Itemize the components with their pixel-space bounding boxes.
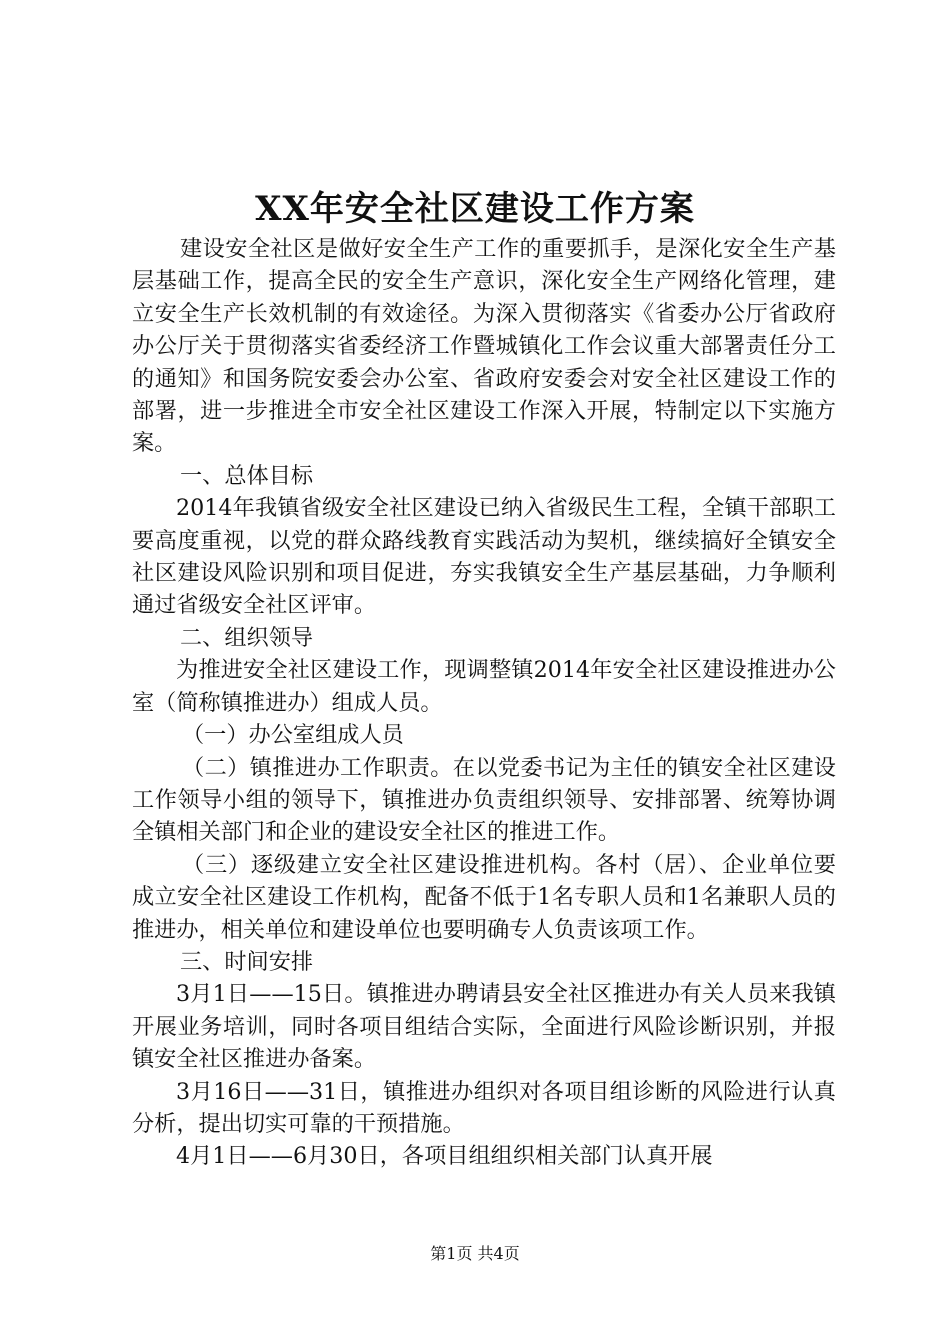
section-heading-organization: 二、组织领导 bbox=[180, 624, 314, 651]
overall-goal-paragraph: 2014年我镇省级安全社区建设已纳入省级民生工程，全镇干部职工要高度重视，以党的群众路线教育实践活动为契机，继续搞好全镇安全社区建设风险识别和项目促进，夯实我镇安全生产基层基础，力争顺利通过省级安全社区评审。 bbox=[132, 495, 836, 619]
schedule-item-march-late: 3月16日——31日，镇推进办组织对各项目组诊断的风险进行认真分析，提出切实可靠的干预措施。 bbox=[132, 1078, 836, 1137]
section-heading-schedule: 三、时间安排 bbox=[180, 948, 314, 975]
page-footer: 第1页 共4页 bbox=[430, 1244, 520, 1263]
organization-paragraph: 为推进安全社区建设工作，现调整镇2014年安全社区建设推进办公室（简称镇推进办）组成人员。 bbox=[132, 657, 836, 716]
document-body bbox=[132, 233, 836, 1173]
subsection-promotion-agencies: （三）逐级建立安全社区建设推进机构。各村（居）、企业单位要成立安全社区建设工作机构，配备不低于1名专职人员和1名兼职人员的推进办，相关单位和建设单位也要明确专人负责该项工作。 bbox=[132, 851, 836, 943]
document-title: XX年安全社区建设工作方案 bbox=[255, 189, 695, 229]
schedule-item-april-june: 4月1日——6月30日，各项目组组织相关部门认真开展 bbox=[176, 1143, 713, 1170]
section-heading-overall-goal: 一、总体目标 bbox=[180, 462, 314, 489]
subsection-office-members: （一）办公室组成人员 bbox=[182, 722, 404, 749]
subsection-office-duties: （二）镇推进办工作职责。在以党委书记为主任的镇安全社区建设工作领导小组的领导下，镇推进办负责组织领导、安排部署、统筹协调全镇相关部门和企业的建设安全社区的推进工作。 bbox=[132, 754, 836, 846]
schedule-item-march-early: 3月1日——15日。镇推进办聘请县安全社区推进办有关人员来我镇开展业务培训，同时各项目组结合实际，全面进行风险诊断识别，并报镇安全社区推进办备案。 bbox=[132, 981, 836, 1073]
intro-paragraph: 建设安全社区是做好安全生产工作的重要抓手，是深化安全生产基层基础工作，提高全民的安全生产意识，深化安全生产网络化管理，建立安全生产长效机制的有效途径。为深入贯彻落实《省委办公厅省政府办公厅关于贯彻落实省委经济工作暨城镇化工作会议重大部署责任分工的通知》和国务院安委会办公室、省政府安委会对安全社区建设工作的部署，进一步推进全市安全社区建设工作深入开展，特制定以下实施方案。 bbox=[132, 236, 836, 457]
